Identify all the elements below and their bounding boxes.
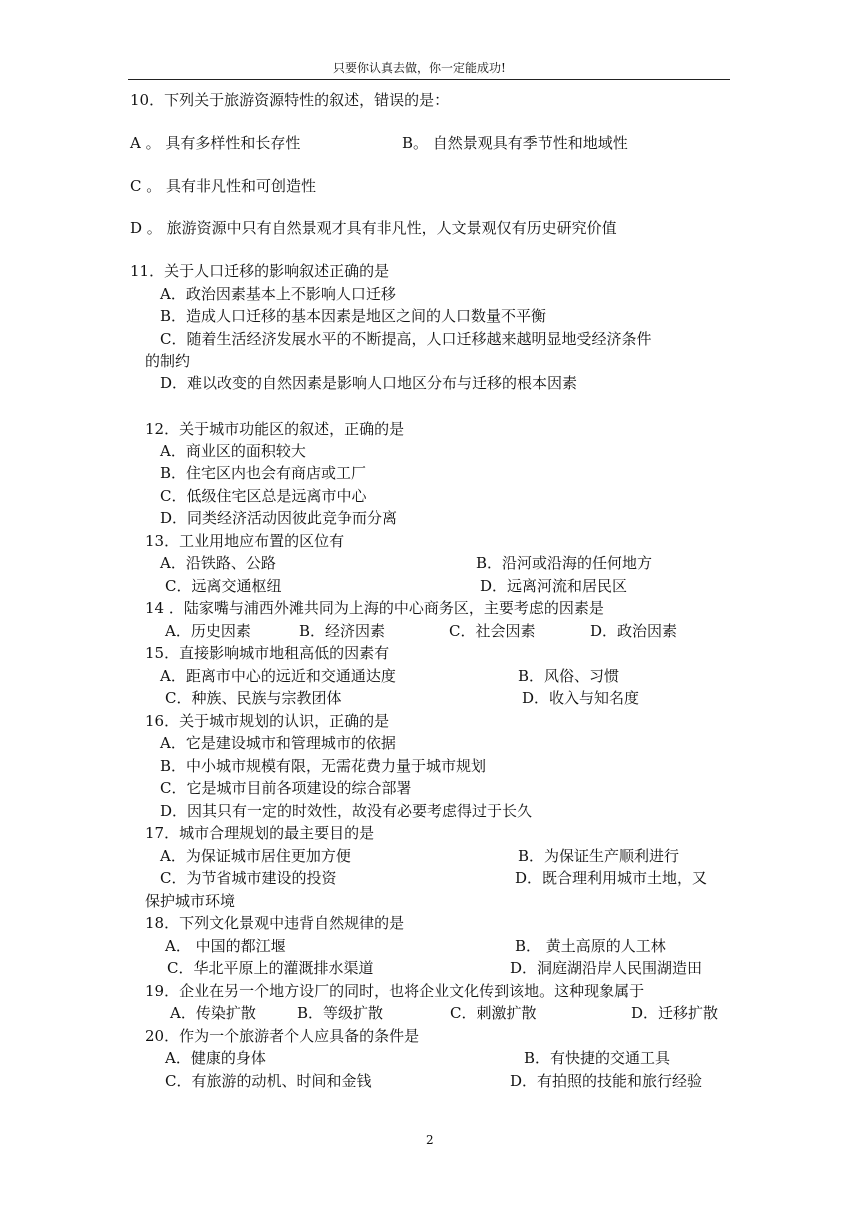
option-d: D．因其只有一定的时效性，故没有必要考虑得过于长久: [160, 802, 533, 820]
option-a: A．沿铁路、公路: [160, 554, 276, 572]
option-b: B． 黄土高原的人工林: [515, 937, 666, 955]
option-b: B．为保证生产顺利进行: [518, 847, 680, 865]
option-c: C．有旅游的动机、时间和金钱: [165, 1072, 372, 1090]
question-stem: 20．作为一个旅游者个人应具备的条件是: [145, 1027, 420, 1045]
option-d-continued: 保护城市环境: [145, 892, 236, 910]
option-d: D．洞庭湖沿岸人民围湖造田: [510, 959, 703, 977]
option-b: B．经济因素: [299, 622, 386, 640]
option-a: A．政治因素基本上不影响人口迁移: [160, 285, 396, 303]
option-a: A．健康的身体: [165, 1049, 266, 1067]
option-c: C 。 具有非凡性和可创造性: [130, 177, 317, 195]
option-b: B．中小城市规模有限，无需花费力量于城市规划: [160, 757, 487, 775]
question-stem: 10．下列关于旅游资源特性的叙述，错误的是：: [130, 91, 450, 109]
option-b: B．有快捷的交通工具: [524, 1049, 671, 1067]
option-c: C．华北平原上的灌溉排水渠道: [167, 959, 374, 977]
question-stem: 15．直接影响城市地租高低的因素有: [145, 644, 390, 662]
option-a: A．商业区的面积较大: [160, 442, 306, 460]
option-c: C．它是城市目前各项建设的综合部署: [160, 779, 412, 797]
header-rule: [128, 79, 730, 80]
option-d: D．有拍照的技能和旅行经验: [510, 1072, 703, 1090]
question-stem: 18．下列文化景观中违背自然规律的是: [145, 914, 405, 932]
option-d: D．既合理利用城市土地，又: [515, 869, 708, 887]
option-b: B．等级扩散: [297, 1004, 384, 1022]
option-d: D．政治因素: [590, 622, 678, 640]
question-stem: 19．企业在另一个地方设厂的同时，也将企业文化传到该地。这种现象属于: [145, 982, 645, 1000]
question-stem: 16．关于城市规划的认识，正确的是: [145, 712, 390, 730]
option-a: A．为保证城市居住更加方便: [160, 847, 351, 865]
option-c: C．刺激扩散: [450, 1004, 537, 1022]
option-d: D．迁移扩散: [631, 1004, 719, 1022]
question-stem: 14 ．陆家嘴与浦西外滩共同为上海的中心商务区，主要考虑的因素是: [145, 599, 604, 617]
option-c: C．低级住宅区总是远离市中心: [160, 487, 367, 505]
option-a: A． 中国的都江堰: [165, 937, 286, 955]
option-d: D．同类经济活动因彼此竞争而分离: [160, 509, 398, 527]
question-stem: 12．关于城市功能区的叙述，正确的是: [145, 420, 405, 438]
option-b: B。 自然景观具有季节性和地域性: [402, 134, 628, 152]
option-d: D．收入与知名度: [522, 689, 640, 707]
option-c: C．为节省城市建设的投资: [160, 869, 337, 887]
header-motto: 只要你认真去做，你一定能成功!: [333, 61, 506, 75]
option-b: B．沿河或沿海的任何地方: [476, 554, 653, 572]
option-b: B．风俗、习惯: [518, 667, 620, 685]
option-c: C．远离交通枢纽: [165, 577, 282, 595]
option-c: C．种族、民族与宗教团体: [165, 689, 342, 707]
option-c: C．随着生活经济发展水平的不断提高，人口迁移越来越明显地受经济条件: [160, 330, 652, 348]
option-c: C．社会因素: [449, 622, 536, 640]
option-b: B．造成人口迁移的基本因素是地区之间的人口数量不平衡: [160, 307, 547, 325]
question-stem: 11．关于人口迁移的影响叙述正确的是: [130, 262, 390, 280]
option-a: A 。 具有多样性和长存性: [130, 134, 301, 152]
option-d: D．难以改变的自然因素是影响人口地区分布与迁移的根本因素: [160, 374, 578, 392]
page-number: 2: [426, 1133, 434, 1147]
option-a: A．传染扩散: [170, 1004, 256, 1022]
option-a: A．它是建设城市和管理城市的依据: [160, 734, 396, 752]
option-a: A．历史因素: [165, 622, 251, 640]
option-d: D．远离河流和居民区: [480, 577, 628, 595]
option-c-continued: 的制约: [145, 352, 191, 370]
option-a: A．距离市中心的远近和交通通达度: [160, 667, 396, 685]
question-stem: 17．城市合理规划的最主要目的是: [145, 824, 375, 842]
option-d: D 。 旅游资源中只有自然景观才具有非凡性，人文景观仅有历史研究价值: [130, 219, 617, 237]
option-b: B．住宅区内也会有商店或工厂: [160, 464, 367, 482]
question-stem: 13．工业用地应布置的区位有: [145, 532, 345, 550]
